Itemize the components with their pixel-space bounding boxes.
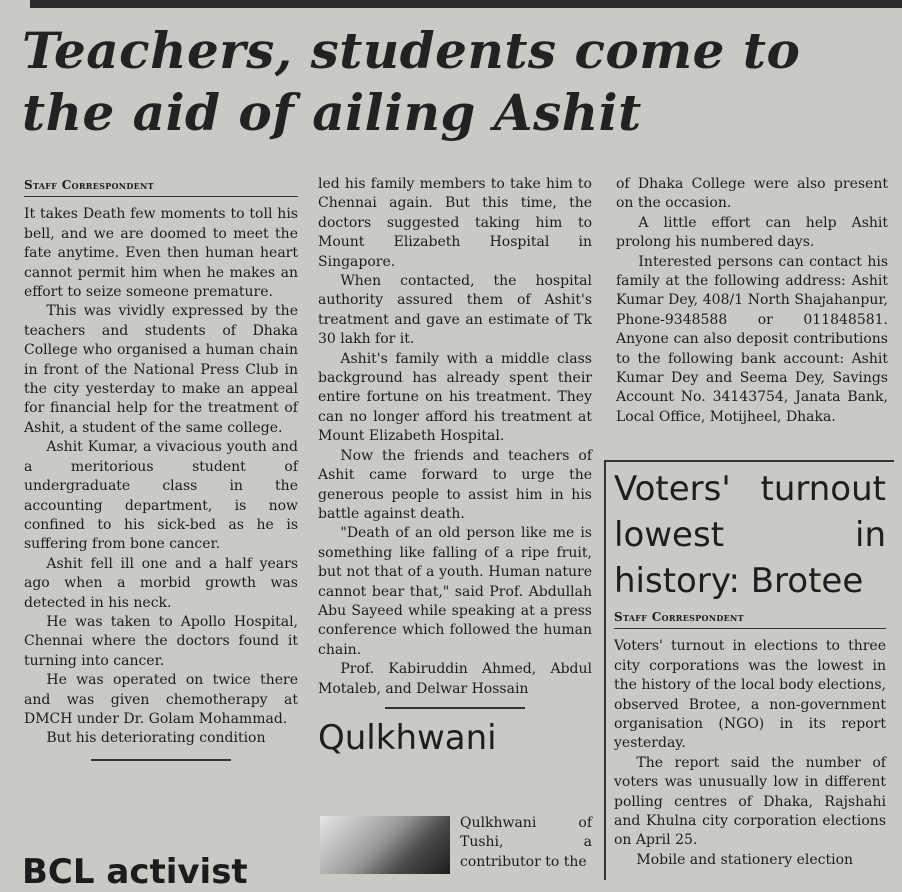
main-paragraph: led his family members to take him to Chennai again. But this time, the doctors suggested taking him to Mount Elizabeth Hospital in Singapore. xyxy=(318,176,592,270)
qulkhwani-text-column xyxy=(460,814,592,872)
main-story-column-2 xyxy=(318,175,592,761)
column-divider xyxy=(385,707,525,709)
portrait-photo xyxy=(320,816,450,874)
main-paragraph: Interested persons can contact his family at the following address: Ashit Kumar Dey, 408/1 North Shajahanpur, Phone-9348588 or 011848581. Anyone can also deposit contributions to the following bank account: Ashit Kumar Dey and Seema Dey, Savings Account No. 34143754, Janata Bank, Local Office, Motijheel, Dhaka. xyxy=(616,253,888,425)
main-paragraph: It takes Death few moments to toll his bell, and we are doomed to meet the fate anytime. Even then human heart cannot permit him when he makes an effort to seize someone premature. xyxy=(24,206,298,301)
main-paragraph: Prof. Kabiruddin Ahmed, Abdul Motaleb, and Delwar Hossain xyxy=(318,661,592,697)
column-divider xyxy=(91,759,231,761)
top-rule xyxy=(30,0,902,8)
main-paragraph: This was vividly expressed by the teachers and students of Dhaka College who organised a human chain in front of the National Press Club in the city yesterday to make an appeal for financial help for the treatment of Ashit, a student of the same college. xyxy=(24,303,298,436)
main-paragraph: When contacted, the hospital authority assured them of Ashit's treatment and gave an estimate of Tk 30 lakh for it. xyxy=(318,273,592,348)
voters-paragraph: Mobile and stationery election xyxy=(636,851,854,868)
main-paragraph: He was operated on twice there and was given chemotherapy at DMCH under Dr. Golam Mohammad. xyxy=(24,672,298,727)
voters-paragraph: Voters' turnout in elections to three city corporations was the lowest in the history of the local body elections, observed Brotee, a non-government organisation (NGO) in its report yesterday. xyxy=(614,638,886,752)
main-paragraph: Ashit's family with a middle class background has already spent their entire fortune on his treatment. They can no longer afford his treatment at Mount Elizabeth Hospital. xyxy=(318,350,592,445)
bottom-headline: BCL activist xyxy=(22,852,248,892)
voters-byline: Staff Correspondent xyxy=(614,608,886,629)
main-paragraph: But his deteriorating condition xyxy=(46,730,266,747)
main-paragraph: A little effort can help Ashit prolong his numbered days. xyxy=(616,214,888,251)
qulkhwani-headline: Qulkhwani xyxy=(318,717,497,758)
main-paragraph: Now the friends and teachers of Ashit came forward to urge the generous people to assist him in his battle against death. xyxy=(318,447,592,522)
qulkhwani-paragraph: Qulkhwani of Tushi, a contributor to the xyxy=(460,815,592,870)
main-paragraph: "Death of an old person like me is something like falling of a ripe fruit, but not that of a youth. Human nature cannot bear that," said Prof. Abdullah Abu Sayeed while speaking at a press conference which followed the human chain. xyxy=(318,525,592,658)
main-headline: Teachers, students come to the aid of ailing Ashit xyxy=(22,21,801,142)
main-paragraph: Ashit fell ill one and a half years ago when a morbid growth was detected in his neck. xyxy=(24,555,298,611)
main-byline: Staff Correspondent xyxy=(24,176,298,197)
main-story-column-1 xyxy=(24,176,298,767)
voters-paragraph: The report said the number of voters was unusually low in different polling centres of Dhaka, Rajshahi and Khulna city corporation elections on April 25. xyxy=(614,754,886,849)
voters-story xyxy=(614,466,886,870)
main-paragraph: of Dhaka College were also present on the occasion. xyxy=(616,176,888,212)
main-story-column-3 xyxy=(616,175,888,427)
main-paragraph: Ashit Kumar, a vivacious youth and a meritorious student of undergraduate class in the accounting department, is now confined to his sick-bed as he is suffering from bone cancer. xyxy=(24,439,298,553)
main-paragraph: He was taken to Apollo Hospital, Chennai where the doctors found it turning into cancer. xyxy=(24,613,298,669)
voters-headline: Voters' turnout lowest in history: Brotee xyxy=(614,469,886,601)
